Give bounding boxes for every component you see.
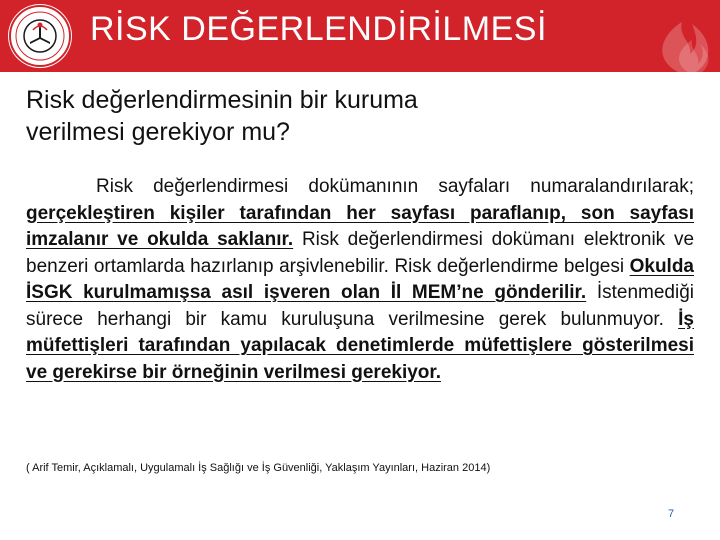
body-emphasis: İş müfettişleri tarafından yapılacak denetimlerde müfettişlere gösterilmesi ve gerekirse bir örneğinin verilmesi gerekiyor. <box>26 308 695 383</box>
body-sentence: Risk değerlendirmesi dokümanının sayfaları numaralandırılarak; <box>96 176 694 197</box>
body-sentence: İstenmediği sürece herhangi bir kamu kuruluşuna verilmesine gerek bulunmuyor. <box>26 282 694 330</box>
body-emphasis: gerçekleştiren kişiler tarafından her sayfası paraflanıp, son sayfası imzalanır ve okulda saklanır. <box>26 202 694 250</box>
body-paragraph <box>26 174 694 386</box>
question-heading <box>26 84 666 148</box>
header-banner <box>0 0 720 72</box>
page-title: RİSK DEĞERLENDİRİLMESİ <box>90 10 547 48</box>
ministry-emblem-icon <box>8 4 72 68</box>
citation: ( Arif Temir, Açıklamalı, Uygulamalı İş Sağlığı ve İş Güvenliği, Yaklaşım Yayınları, Haziran 2014) <box>26 462 491 474</box>
question-line: Risk değerlendirmesinin bir kuruma <box>26 86 418 114</box>
page-number: 7 <box>668 508 675 520</box>
body-sentence: Risk değerlendirmesi dokümanı elektronik ve benzeri ortamlarda hazırlanıp arşivlenebilir. Risk değerlendirme belgesi <box>26 229 695 277</box>
body-emphasis: Okulda İSGK kurulmamışsa asıl işveren olan İl MEM’ne gönderilir. <box>26 255 694 303</box>
question-line: verilmesi gerekiyor mu? <box>26 118 290 146</box>
flame-decoration-icon <box>600 0 720 72</box>
